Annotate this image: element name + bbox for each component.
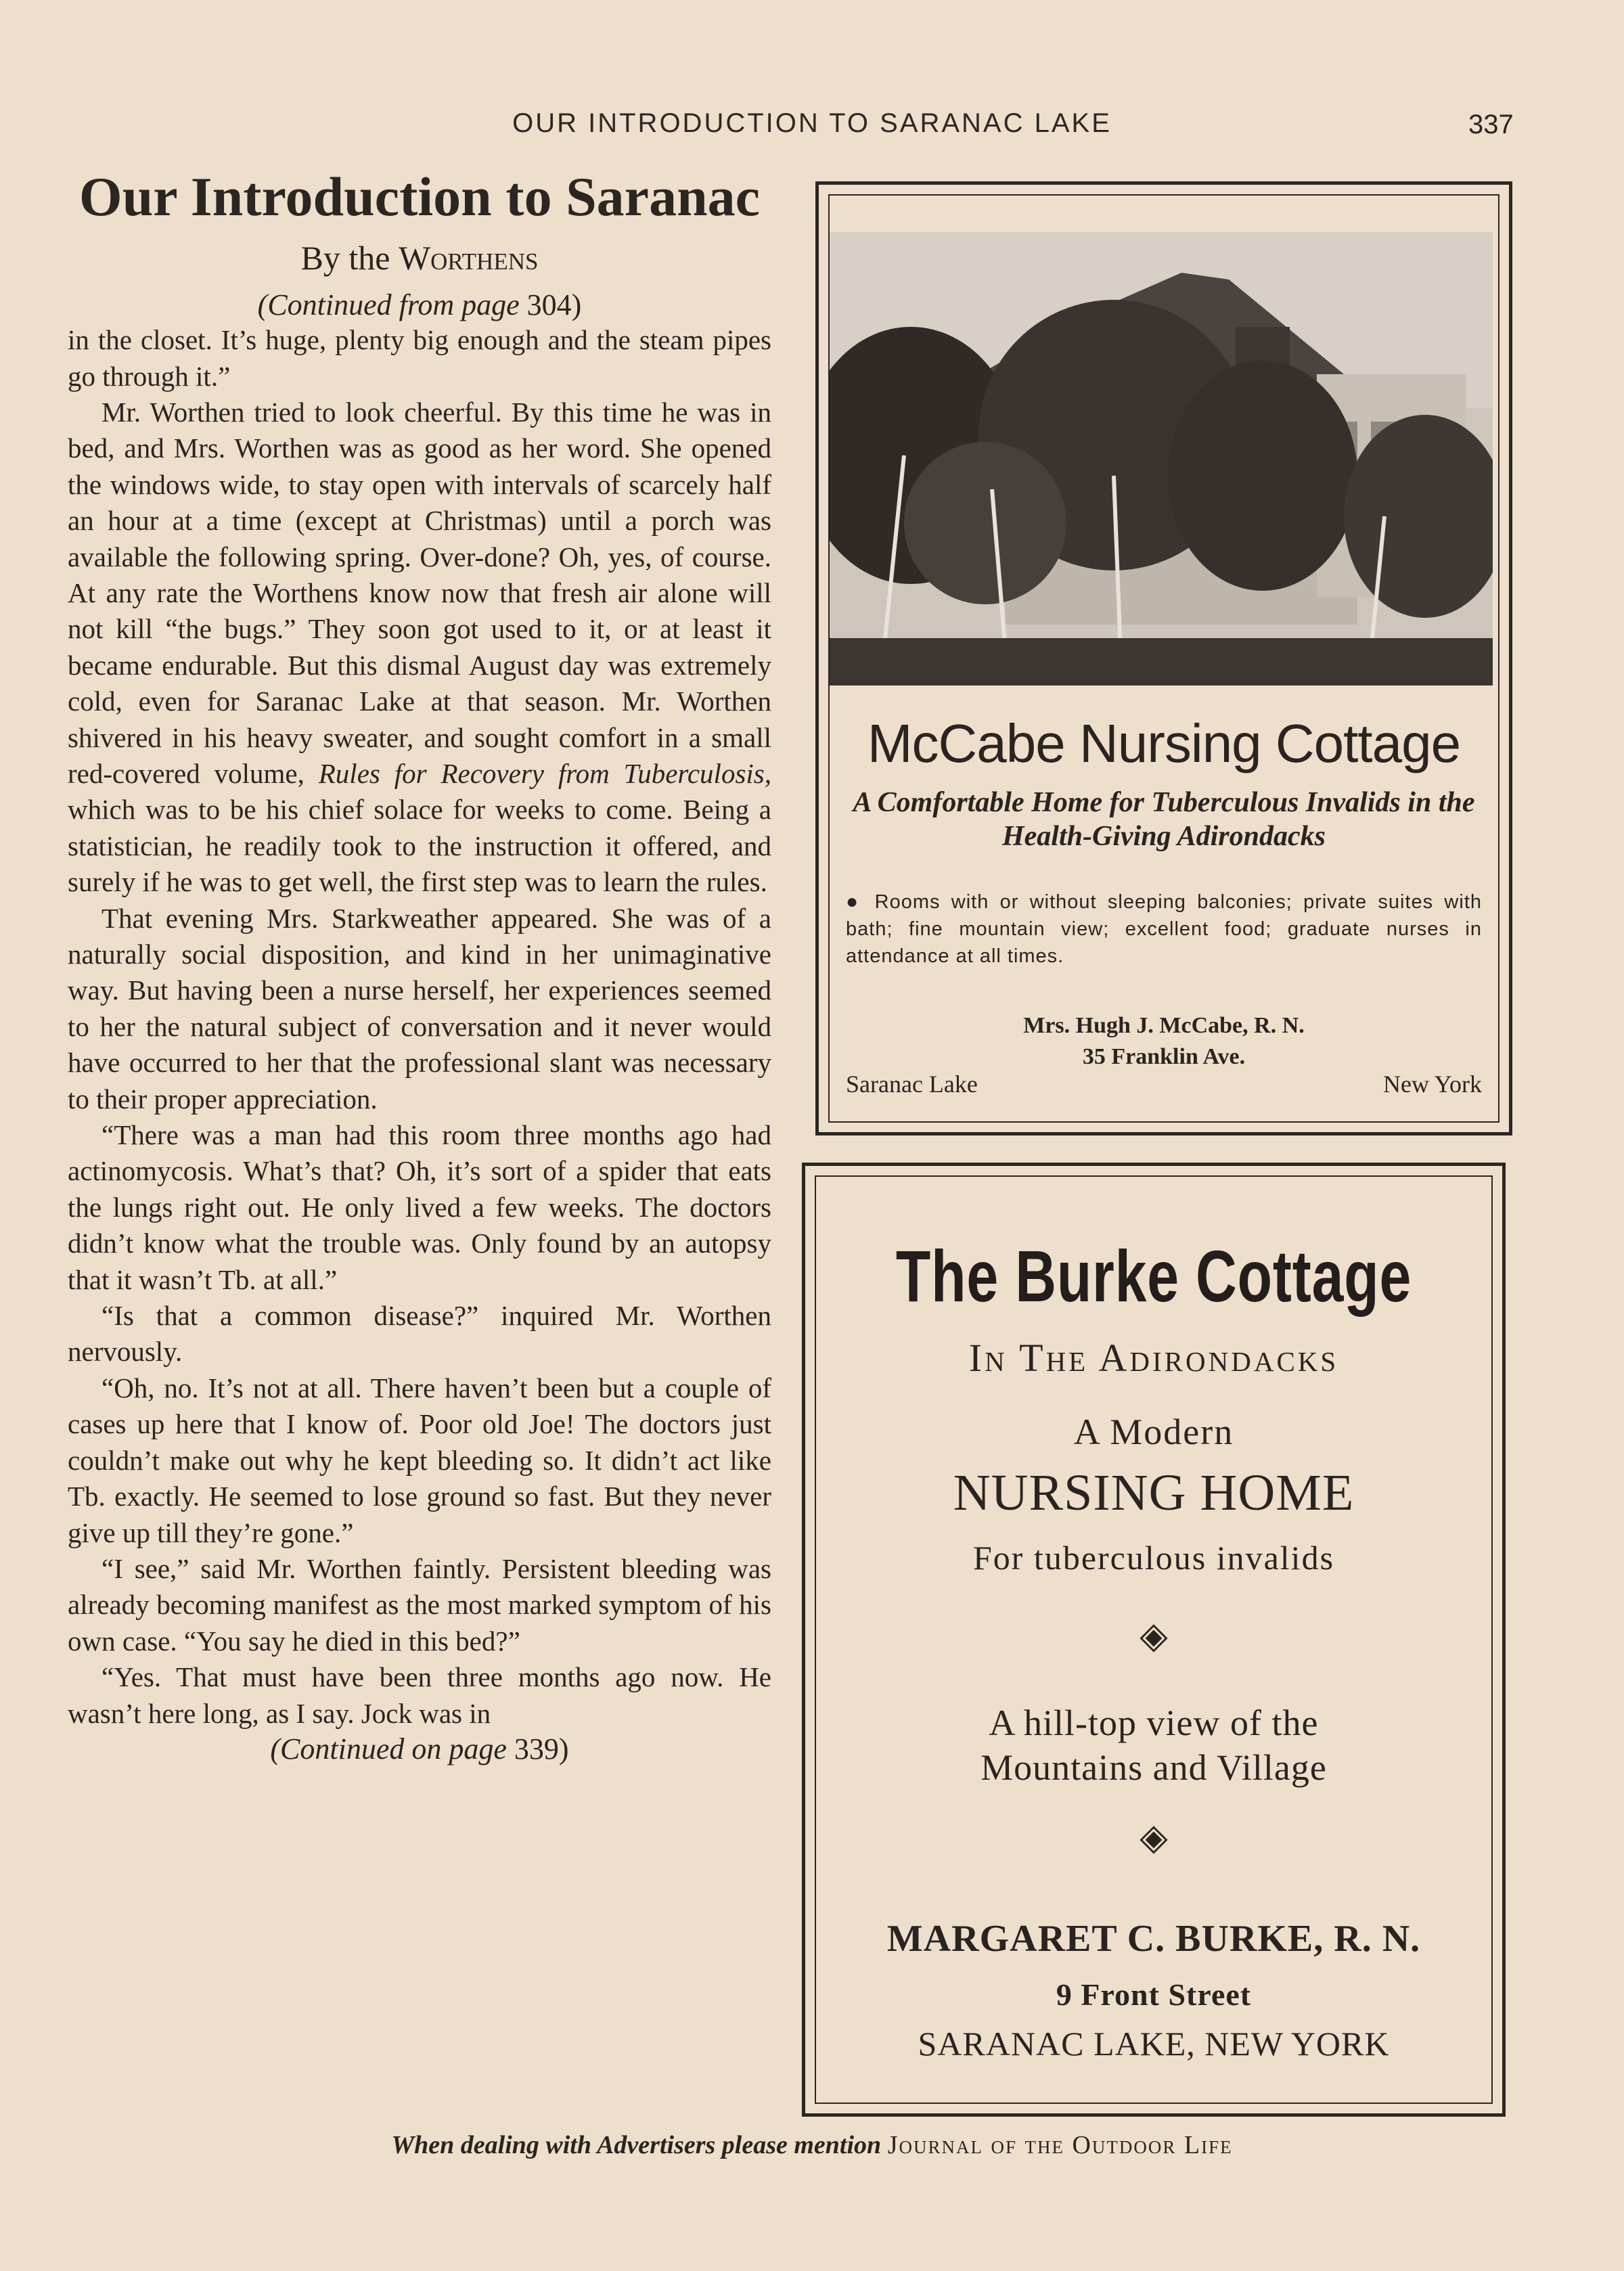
mccabe-description bbox=[846, 889, 1482, 970]
continued-on-label: (Continued on page bbox=[270, 1732, 507, 1766]
mccabe-contact bbox=[819, 1010, 1509, 1073]
burke-subtitle: In The Adirondacks bbox=[968, 1336, 1339, 1380]
paragraph: “Yes. That must have been three months ago now. He wasn’t here long, as I say. Jock was in bbox=[68, 1661, 771, 1729]
mccabe-tagline: A Comfortable Home for Tuberculous Invalids in the Health-Giving Adirondacks bbox=[853, 787, 1475, 852]
mccabe-contact-name: Mrs. Hugh J. McCabe, R. N. bbox=[1023, 1013, 1305, 1038]
burke-street: 9 Front Street bbox=[1056, 1977, 1252, 2012]
mccabe-advertisement bbox=[815, 181, 1512, 1136]
paragraph: “Is that a common disease?” inquired Mr. Worthen nervously. bbox=[68, 1300, 771, 1368]
paragraph-text: Mr. Worthen tried to look cheerful. By this time he was in bed, and Mrs. Worthen was as good as her word. She opened the windows wide, to stay open with intervals of scarcely half an hour at a time (except at Christmas) until a porch was available the following spring. Over-done? Oh, yes, of course. At any rate the Worthens know now that fresh air alone will not kill “the bugs.” They soon got used to it, or at least it became endurable. But this dismal August day was extremely cold, even for Saranac Lake at that season. Mr. Worthen shivered in his heavy sweater, and sought comfort in a small red-covered volume, bbox=[68, 396, 771, 789]
continued-from-page: 304) bbox=[526, 288, 582, 322]
house-image bbox=[830, 232, 1493, 685]
footer-notice: When dealing with Advertisers please mention bbox=[391, 2131, 882, 2159]
burke-nursing-home: NURSING HOME bbox=[953, 1464, 1355, 1521]
running-head: OUR INTRODUCTION TO SARANAC LAKE bbox=[512, 108, 1112, 138]
paragraph bbox=[68, 395, 771, 901]
byline bbox=[68, 240, 771, 277]
mccabe-address: 35 Franklin Ave. bbox=[1082, 1044, 1246, 1069]
article-title: Our Introduction to Saranac bbox=[78, 166, 761, 227]
diamond-ornament-icon: ◈ bbox=[1140, 1817, 1168, 1858]
page-number: 337 bbox=[1468, 110, 1514, 139]
burke-view-line: A hill-top view of the bbox=[989, 1703, 1319, 1743]
footer bbox=[0, 2130, 1624, 2160]
article-body bbox=[68, 322, 771, 1732]
burke-view-line: Mountains and Village bbox=[980, 1747, 1327, 1788]
paragraph-text: which was to be his chief solace for weeks to come. Being a statistician, he readily took to the instruction it offered, and surely if he was to get well, the first step was to learn the rules. bbox=[68, 794, 771, 898]
mccabe-location bbox=[846, 1070, 1482, 1098]
article bbox=[68, 168, 771, 1766]
paragraph: “There was a man had this room three months ago had actinomycosis. What’s that? Oh, it’s sort of a spider that eats the lungs right out. He only lived a few weeks. The doctors didn’t know what the trouble was. Only found by an autopsy that it wasn’t Tb. at all.” bbox=[68, 1119, 771, 1295]
bullet-icon: ● bbox=[846, 891, 864, 913]
burke-title: The Burke Cottage bbox=[895, 1235, 1412, 1317]
continued-from bbox=[68, 288, 771, 322]
continued-from-label: (Continued from page bbox=[257, 288, 520, 322]
burke-modern: A Modern bbox=[1073, 1412, 1234, 1452]
paragraph: That evening Mrs. Starkweather appeared. She was of a naturally social disposition, and kind in her unimaginative way. But having been a nurse herself, her experiences seemed to her the natural subject of conversation and it never would have occurred to her that the professional slant was necessary to their proper appreciation. bbox=[68, 902, 771, 1115]
mccabe-city: Saranac Lake bbox=[846, 1071, 978, 1098]
paragraph: “Oh, no. It’s not at all. There haven’t been but a couple of cases up here that I know of. Poor old Joe! The doctors just couldn’t make out why he kept bleeding so. It didn’t act like Tb. exactly. He seemed to lose ground so fast. But they never give up till they’re gone.” bbox=[68, 1372, 771, 1548]
mccabe-name: McCabe Nursing Cottage bbox=[867, 713, 1461, 773]
book-title: Rules for Recovery from Tuberculosis, bbox=[318, 757, 771, 789]
burke-advertisement bbox=[802, 1163, 1506, 2117]
byline-author: Worthens bbox=[398, 239, 539, 277]
diamond-ornament-icon: ◈ bbox=[1140, 1615, 1168, 1656]
mccabe-state: New York bbox=[1382, 1071, 1482, 1098]
cottage-photo bbox=[830, 232, 1493, 685]
paragraph: in the closet. It’s huge, plenty big enough and the steam pipes go through it.” bbox=[68, 324, 771, 392]
byline-prefix: By the bbox=[300, 239, 390, 277]
paragraph: “I see,” said Mr. Worthen faintly. Persistent bleeding was already becoming manifest as the most marked symptom of his own case. “You say he died in this bed?” bbox=[68, 1552, 771, 1657]
burke-city: SARANAC LAKE, NEW YORK bbox=[918, 2025, 1390, 2063]
burke-owner: MARGARET C. BURKE, R. N. bbox=[886, 1918, 1421, 1960]
burke-for-invalids: For tuberculous invalids bbox=[972, 1539, 1335, 1577]
mccabe-description-text: Rooms with or without sleeping balconies; private suites with bath; fine mountain view; excellent food; graduate nurses in attendance at all times. bbox=[846, 891, 1483, 967]
burke-view bbox=[805, 1701, 1502, 1790]
continued-on-page: 339) bbox=[514, 1732, 569, 1766]
continued-on bbox=[68, 1732, 771, 1766]
footer-journal: Journal of the Outdoor Life bbox=[887, 2131, 1233, 2159]
